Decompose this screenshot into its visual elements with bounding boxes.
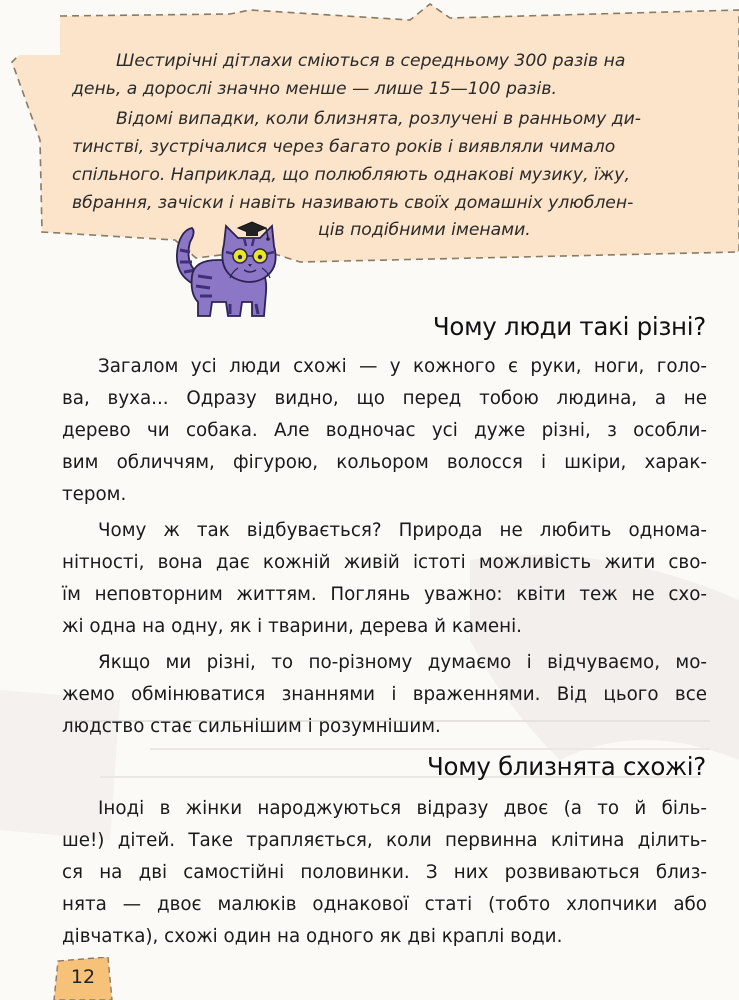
fact-line: тинстві, зустрічалися через багато років і виявляли чимало (72, 137, 616, 157)
body-line: їм неповторним життям. Поглянь уважно: квіти теж не схо- (62, 584, 707, 605)
fact-line: вбрання, зачіски і навіть називають своїх домашніх улюблен- (72, 193, 634, 213)
cat-with-graduation-cap-illustration (168, 216, 286, 328)
fact-line: Шестирічні дітлахи сміються в середньому 300 разів на (116, 51, 626, 71)
body-line: дівчатка), схожі один на одного як дві краплі води. (62, 926, 563, 947)
body-line: Загалом усі люди схожі — у кожного є руки, ноги, голо- (98, 356, 707, 377)
body-line: Іноді в жінки народжуються відразу двоє (а то й біль- (98, 798, 707, 819)
body-line: вим обличчям, фігурою, кольором волосся і шкіри, харак- (62, 452, 707, 473)
body-line: Якщо ми різні, то по-різному думаємо і відчуваємо, мо- (98, 652, 707, 673)
body-line: ся на дві самостійні половинки. З них розвиваються близ- (62, 862, 707, 883)
body-line: нята — двоє малюків однакової статі (тобто хлопчики або (62, 894, 707, 915)
body-line: Чому ж так відбувається? Природа не любить однома- (98, 520, 707, 541)
body-line: ше!) дітей. Таке трапляється, коли первинна клітина ділить- (62, 830, 707, 851)
fact-line: Відомі випадки, коли близнята, розлучені в ранньому ди- (116, 109, 641, 129)
body-line: тером. (62, 484, 127, 505)
section-heading-why-twins-alike: Чому близнята схожі? (427, 752, 706, 781)
section-heading-why-people-different: Чому люди такі різні? (432, 312, 706, 341)
fact-line: ців подібними іменами. (318, 220, 531, 240)
body-line: жі одна на одну, як і тварини, дерева й камені. (62, 616, 522, 637)
fact-line: день, а дорослі значно менше — лише 15—100 разів. (72, 79, 557, 99)
body-line: нітності, вона дає кожній живій істоті можливість жити сво- (62, 552, 707, 573)
fact-line: спільного. Наприклад, що полюбляють однакові музику, їжу, (72, 165, 630, 185)
body-line: людство стає сильнішим і розумнішим. (62, 716, 441, 737)
body-line: дерево чи собака. Але водночас усі дуже різні, з особли- (62, 420, 707, 441)
page-number: 12 (70, 966, 96, 988)
body-line: ва, вуха... Одразу видно, що перед тобою людина, а не (62, 388, 707, 409)
body-line: жемо обмінюватися знаннями і враженнями. Від цього все (62, 684, 707, 705)
